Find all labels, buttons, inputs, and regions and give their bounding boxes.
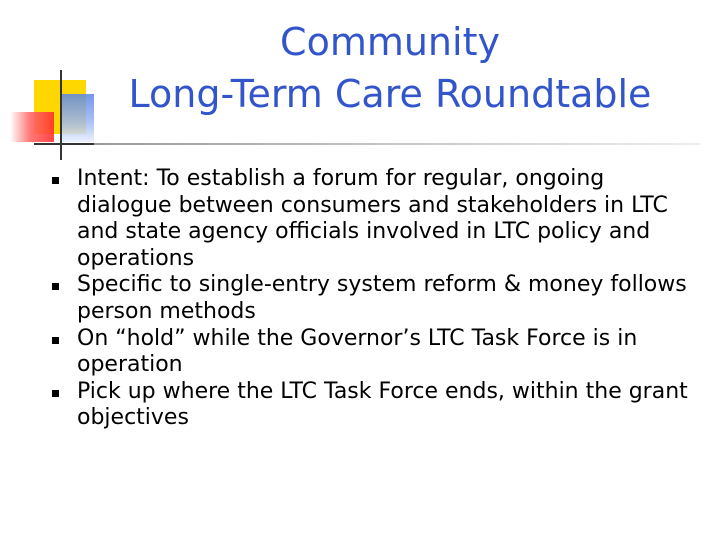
decorative-red-bar bbox=[10, 112, 54, 142]
slide-title-line-1: Community bbox=[280, 20, 500, 64]
bullet-text: Pick up where the LTC Task Force ends, within the grant objectives bbox=[77, 378, 688, 431]
decorative-horizontal-line-dark bbox=[34, 143, 94, 145]
bullet-text: Specific to single-entry system reform & money follows person methods bbox=[77, 272, 687, 324]
decorative-blue-square bbox=[60, 94, 94, 142]
bullet-text: Intent: To establish a forum for regular, ongoing dialogue between consumers and stakeholders in LTC and state agency officials involved in LTC policy and operations bbox=[77, 166, 668, 271]
slide-title bbox=[100, 16, 680, 120]
square-bullet-icon bbox=[52, 337, 59, 344]
slide-title-line-2: Long-Term Care Roundtable bbox=[128, 72, 652, 116]
bullet-text: On “hold” while the Governor’s LTC Task Force is in operation bbox=[77, 325, 638, 378]
bullet-item bbox=[52, 326, 702, 379]
decorative-vertical-line bbox=[60, 70, 62, 160]
bullet-item bbox=[52, 166, 702, 272]
square-bullet-icon bbox=[52, 283, 59, 290]
bullet-list bbox=[52, 166, 702, 432]
square-bullet-icon bbox=[52, 390, 59, 397]
bullet-item bbox=[52, 272, 702, 325]
bullet-item bbox=[52, 379, 702, 432]
square-bullet-icon bbox=[52, 177, 59, 184]
title-underline bbox=[94, 143, 700, 145]
